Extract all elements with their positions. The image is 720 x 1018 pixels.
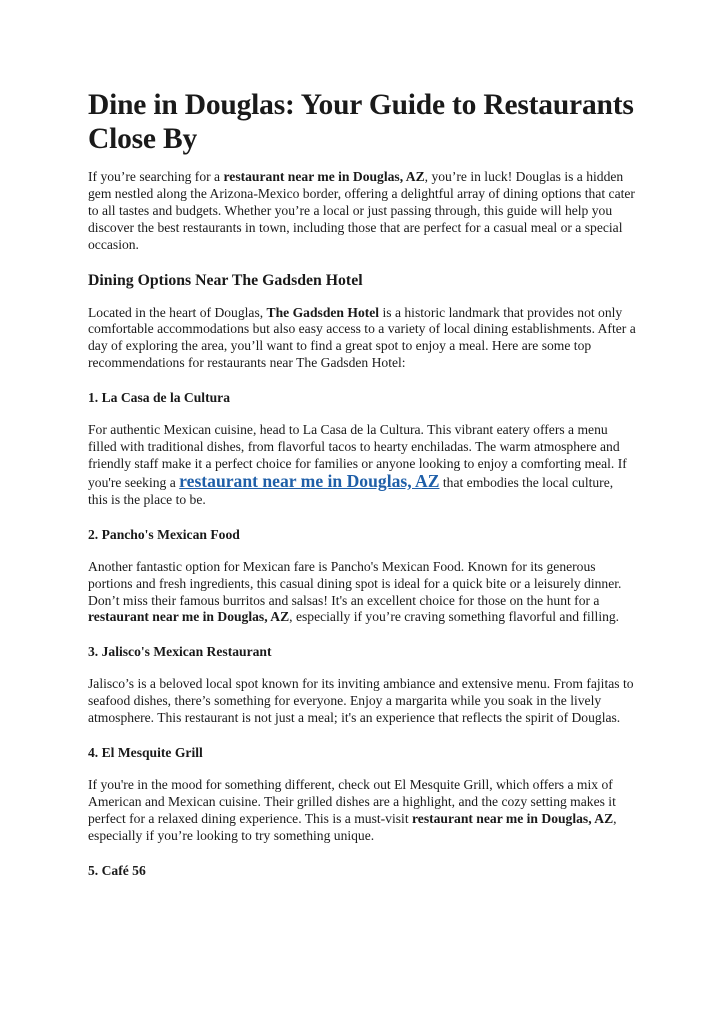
restaurant-2-text-1: Another fantastic option for Mexican fare is Pancho's Mexican Food. Known for its generous portions and fresh ingredients, this casual dining spot is ideal for a quick bite or a leisurely dinner. Don’t miss their famous burritos and salsas! It's an excellent choice for those on the hunt for a xyxy=(88,558,622,608)
intro-text-2: , you’re in luck! Douglas is a hidden gem nestled along the Arizona-Mexico border, offering a delightful array of dining options that cater to all tastes and budgets. Whether you’re a local or just passing through, this guide will help you discover the best restaurants in town, including those that are perfect for a casual meal or a special occasion. xyxy=(88,169,635,252)
page-title: Dine in Douglas: Your Guide to Restaurants Close By xyxy=(88,89,634,155)
restaurant-1-paragraph xyxy=(88,422,636,509)
restaurant-2-heading: 2. Pancho's Mexican Food xyxy=(88,526,240,542)
restaurant-1-heading: 1. La Casa de la Cultura xyxy=(88,390,230,406)
restaurant-1-text-2: that embodies the local culture, this is the place to be. xyxy=(88,474,614,507)
restaurant-keyword-link[interactable]: restaurant near me in Douglas, AZ xyxy=(179,470,440,491)
restaurant-2-keyword: restaurant near me in Douglas, AZ xyxy=(88,609,290,625)
intro-keyword: restaurant near me in Douglas, AZ xyxy=(223,169,425,184)
restaurant-5-heading: 5. Café 56 xyxy=(88,862,146,878)
hotel-name: The Gadsden Hotel xyxy=(266,304,380,320)
restaurant-2-paragraph xyxy=(88,559,636,627)
restaurant-4-keyword: restaurant near me in Douglas, AZ xyxy=(412,810,614,826)
restaurant-1-text-1: For authentic Mexican cuisine, head to La Casa de la Cultura. This vibrant eatery offers a menu filled with traditional dishes, from flavorful tacos to hearty enchiladas. The warm atmosphere and friendly staff make it a perfect choice for families or anyone looking to enjoy a comforting meal. If you're seeking a xyxy=(88,422,627,490)
restaurant-4-text-1: If you're in the mood for something different, check out El Mesquite Grill, which offers a mix of American and Mexican cuisine. Their grilled dishes are a highlight, and the cozy setting makes it perfect for a relaxed dining experience. This is a must-visit xyxy=(88,777,616,826)
restaurant-4-paragraph xyxy=(88,777,636,845)
intro-text-1: If you’re searching for a xyxy=(88,169,224,184)
section-text-2: is a historic landmark that provides not only comfortable accommodations but also easy access to a variety of local dining establishments. After a day of exploring the area, you’ll want to find a great spot to enjoy a meal. Here are some top recommendations for restaurants near The Gadsden Hotel: xyxy=(88,304,636,371)
restaurant-2-text-2: , especially if you’re craving something flavorful and filling. xyxy=(289,609,620,625)
section-heading: Dining Options Near The Gadsden Hotel xyxy=(88,271,363,289)
intro-paragraph xyxy=(88,169,636,254)
restaurant-4-text-2: , especially if you’re looking to try something unique. xyxy=(88,810,617,843)
section-text-1: Located in the heart of Douglas, xyxy=(88,304,267,320)
section-paragraph xyxy=(88,305,636,373)
restaurant-3-heading: 3. Jalisco's Mexican Restaurant xyxy=(88,644,272,660)
restaurant-3-paragraph: Jalisco’s is a beloved local spot known for its inviting ambiance and extensive menu. From fajitas to seafood dishes, there’s something for everyone. Enjoy a margarita while you soak in the lively atmosphere. This restaurant is not just a meal; it's an experience that reflects the spirit of Douglas. xyxy=(88,676,634,726)
restaurant-4-heading: 4. El Mesquite Grill xyxy=(88,745,203,761)
document-page xyxy=(88,88,636,895)
